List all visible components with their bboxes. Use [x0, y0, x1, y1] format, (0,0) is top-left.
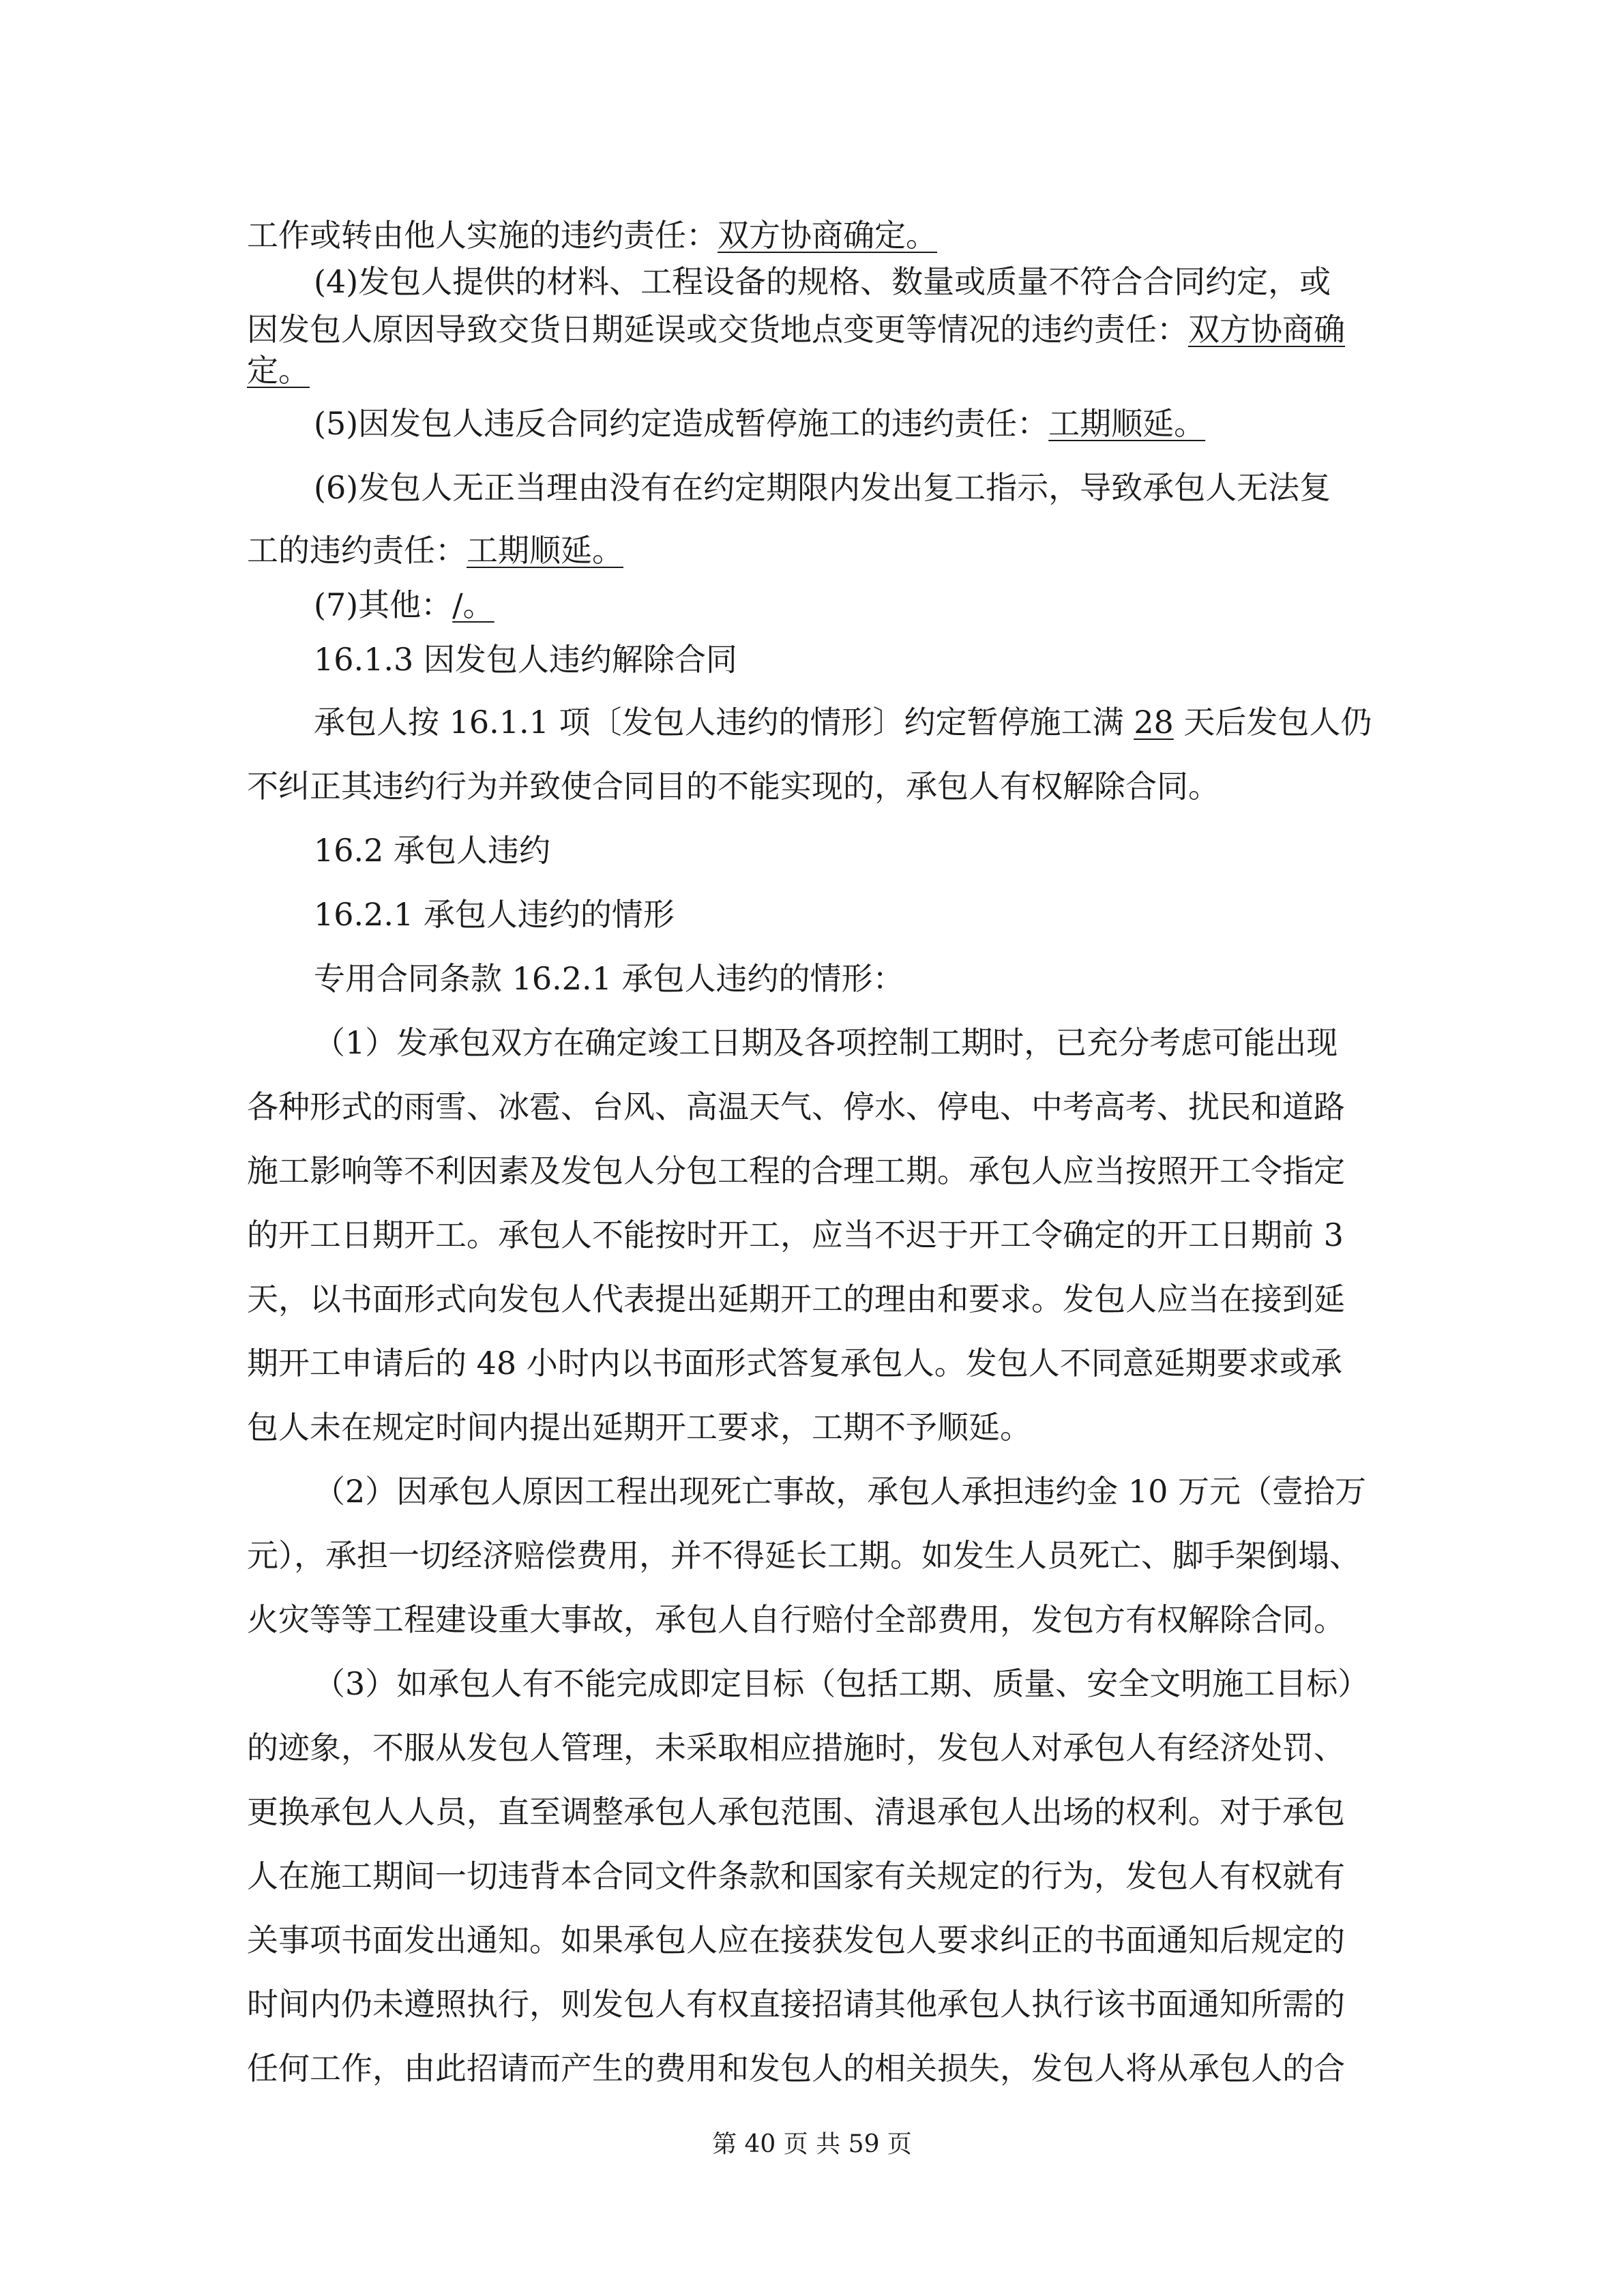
text-line: 天，以书面形式向发包人代表提出延期开工的理由和要求。发包人应当在接到延: [247, 1281, 1345, 1317]
text-line: 火灾等等工程建设重大事故，承包人自行赔付全部费用，发包方有权解除合同。: [247, 1601, 1345, 1638]
section-heading: 16.1.3 因发包人违约解除合同: [314, 641, 737, 678]
text-line: （1）发承包双方在确定竣工日期及各项控制工期时，已充分考虑可能出现: [314, 1024, 1338, 1061]
text-line: 不纠正其违约行为并致使合同目的不能实现的，承包人有权解除合同。: [247, 768, 1220, 805]
text-line: （2）因承包人原因工程出现死亡事故，承包人承担违约金 10 万元（壹拾万: [314, 1473, 1367, 1510]
text-line: 人在施工期间一切违背本合同文件条款和国家有关规定的行为，发包人有权就有: [247, 1858, 1345, 1894]
text-line: 的迹象，不服从发包人管理，未采取相应措施时，发包人对承包人有经济处罚、: [247, 1729, 1345, 1766]
text-line: 施工影响等不利因素及发包人分包工程的合理工期。承包人应当按照开工令指定: [247, 1152, 1345, 1189]
text-line: （3）如承包人有不能完成即定目标（包括工期、质量、安全文明施工目标）: [314, 1665, 1370, 1702]
text-line: 的开工日期开工。承包人不能按时开工，应当不迟于开工令确定的开工日期前 3: [247, 1217, 1344, 1253]
text-line: 专用合同条款 16.2.1 承包人违约的情形：: [314, 960, 904, 997]
section-heading: 16.2 承包人违约: [314, 832, 551, 869]
text-line: 任何工作，由此招请而产生的费用和发包人的相关损失，发包人将从承包人的合: [247, 2050, 1345, 2087]
text-line: 元），承担一切经济赔偿费用，并不得延长工期。如发生人员死亡、脚手架倒塌、: [247, 1537, 1361, 1574]
text-line: (4)发包人提供的材料、工程设备的规格、数量或质量不符合合同约定，或: [314, 263, 1331, 300]
text-line: 更换承包人人员，直至调整承包人承包范围、清退承包人出场的权利。对于承包: [247, 1793, 1345, 1830]
text-line: 工作或转由他人实施的违约责任：双方协商确定。: [247, 217, 937, 254]
text-line: 承包人按 16.1.1 项〔发包人违约的情形〕约定暂停施工满 28 天后发包人仍: [314, 704, 1372, 741]
page-footer: 第 40 页 共 59 页: [712, 2130, 912, 2158]
text-line: 因发包人原因导致交货日期延误或交货地点变更等情况的违约责任：双方协商确: [247, 311, 1345, 348]
text-line: (7)其他：/。: [314, 586, 494, 623]
text-line: 包人未在规定时间内提出延期开工要求，工期不予顺延。: [247, 1409, 1031, 1446]
text-line: 时间内仍未遵照执行，则发包人有权直接招请其他承包人执行该书面通知所需的: [247, 1986, 1345, 2023]
text-line: 关事项书面发出通知。如果承包人应在接获发包人要求纠正的书面通知后规定的: [247, 1922, 1345, 1958]
text-line: 期开工申请后的 48 小时内以书面形式答复承包人。发包人不同意延期要求或承: [247, 1345, 1342, 1382]
text-line: 定。: [247, 352, 310, 389]
text-line: (6)发包人无正当理由没有在约定期限内发出复工指示，导致承包人无法复: [314, 469, 1331, 506]
text-line: (5)因发包人违反合同约定造成暂停施工的违约责任：工期顺延。: [314, 405, 1206, 442]
text-line: 各种形式的雨雪、冰雹、台风、高温天气、停水、停电、中考高考、扰民和道路: [247, 1088, 1345, 1125]
section-heading: 16.2.1 承包人违约的情形: [314, 896, 675, 933]
text-line: 工的违约责任：工期顺延。: [247, 532, 623, 569]
